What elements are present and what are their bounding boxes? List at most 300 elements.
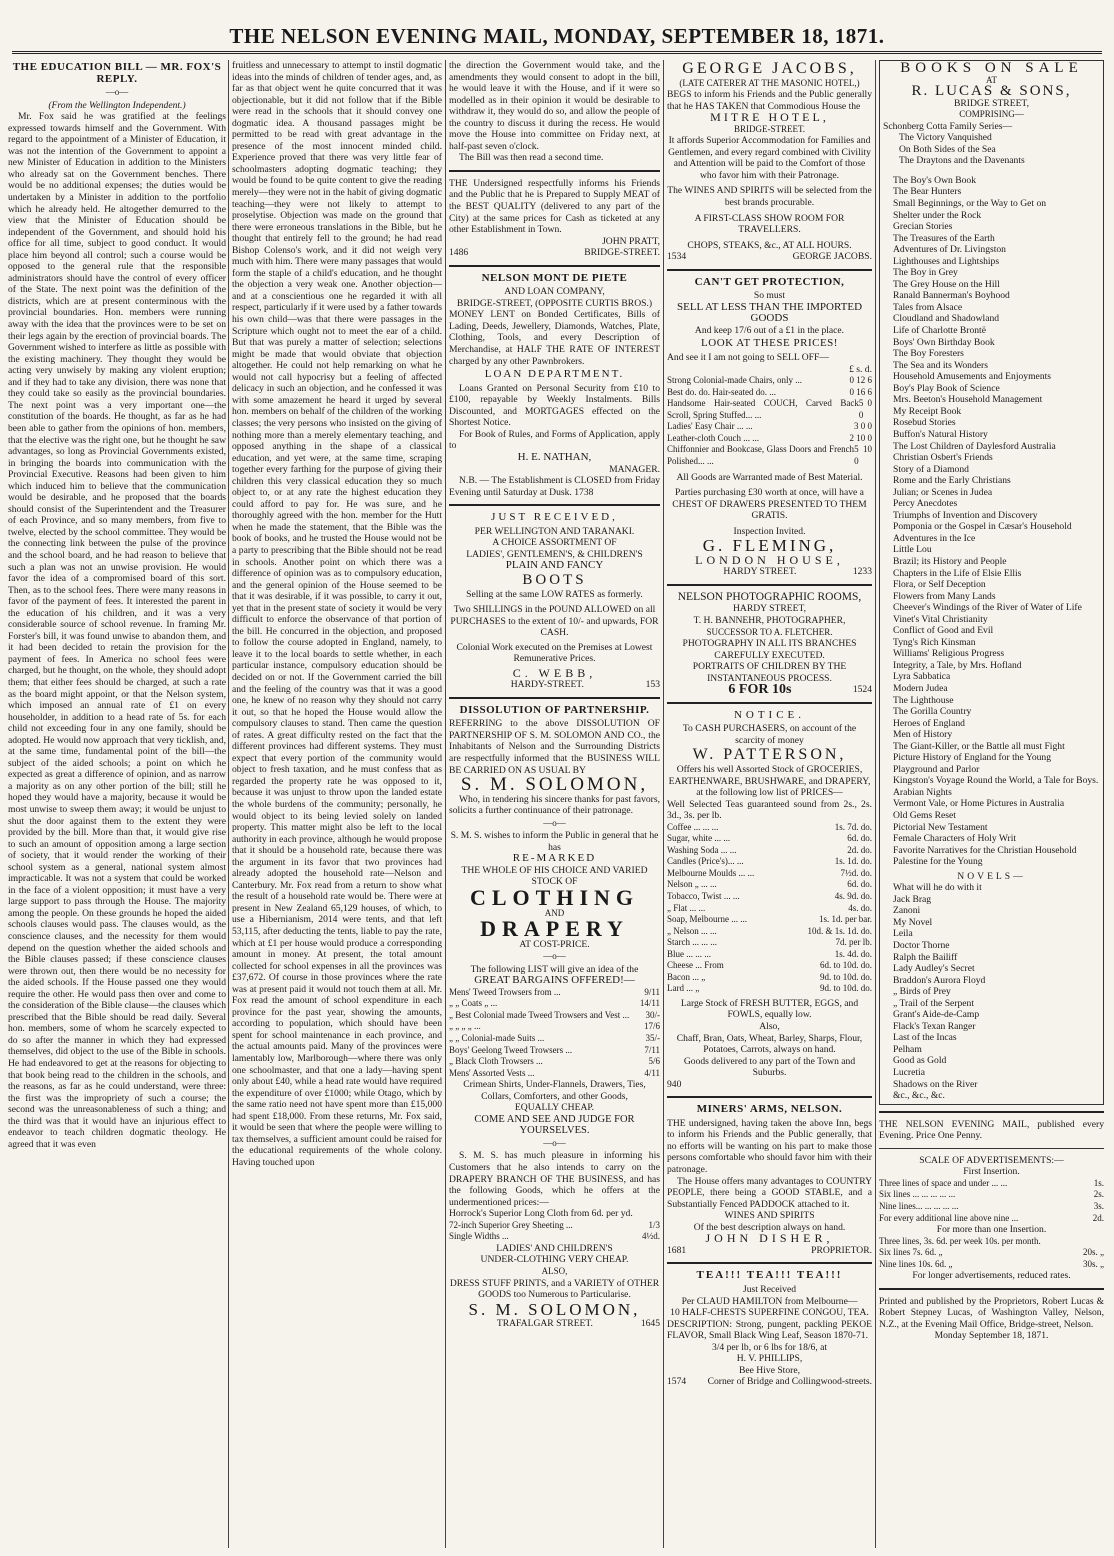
- list-item: Rosebud Stories: [893, 417, 956, 429]
- price-item: Starch ... ... ...: [667, 937, 717, 948]
- list-item: On Both Sides of the Sea: [899, 143, 996, 155]
- rates-first: [879, 1178, 1104, 1224]
- furniture-prices: [667, 375, 872, 467]
- price-value: 1/3: [648, 1219, 660, 1230]
- list-intro: The following LIST will give an idea of the: [470, 963, 639, 975]
- list-item: Grecian Stories: [893, 221, 953, 233]
- price-value: 2d.: [1092, 1212, 1104, 1223]
- crimean: Crimean Shirts, Under-Flannels, Drawers, Ties, Collars, Comforters, and other Goods,: [463, 1079, 646, 1102]
- book-list: [883, 175, 1100, 868]
- list-item: Lighthouses and Lightships: [893, 255, 1000, 267]
- list-item: Vinet's Vital Christianity: [893, 613, 988, 625]
- price-item: Six lines ... ... ... ... ...: [879, 1189, 956, 1200]
- list-item: &c., &c., &c.: [893, 1090, 945, 1102]
- price-row: [449, 1220, 660, 1232]
- price-row: [667, 856, 872, 868]
- rule: [449, 265, 660, 267]
- mont-text: MONEY LENT on Bonded Certificates, Bills of Lading, Deeds, Jewellery, Diamonds, Watches, Plate, Clothing, Tools, and every Description of Merchandise, at HALF THE RATE OF INTEREST charged by any other Pawnbrokers.: [449, 309, 660, 367]
- list-item: The Treasures of the Earth: [893, 232, 995, 244]
- list-item: Men of History: [893, 729, 953, 741]
- price-row: [667, 926, 872, 938]
- price-value: 7d. per lb.: [835, 937, 872, 948]
- solomon-text: Who, in tendering his sincere thanks for past favors, solicits a further continuance of their patronage.: [449, 793, 660, 817]
- price-row: [667, 398, 872, 421]
- nathan-name: H. E. NATHAN,: [517, 450, 592, 463]
- price-row: [667, 983, 872, 995]
- fleming: G. FLEMING,: [702, 536, 837, 556]
- webb-name: C. WEBB,: [512, 665, 597, 680]
- chops: CHOPS, STEAKS, &c., AT ALL HOURS.: [687, 239, 852, 251]
- price-value: 30s. „: [1083, 1258, 1104, 1269]
- price-item: Boys' Geelong Tweed Trowsers ...: [449, 1044, 573, 1055]
- list-item: The Gorilla Country: [893, 706, 972, 718]
- price-item: Lard ... „: [667, 983, 700, 994]
- column-3: the direction the Government would take, and the amendments they would consent to adopt in the bill, he would leave it with the House, and if it were so modelled as in their opinion it would be desirable to withdraw it, they would do so, and allow the people of the country to discuss it during the recess. He would move the House into committee on Friday next, at half-past seven o'clock. The Bill was then read a second time. THE Undersigned respectfully informs his Friends and the Public that he is Prepared to Supply MEAT of the BEST QUALITY (delivered to any part of the City) at the same prices for Cash as ticketed at any other Establishment in Town. JOHN PRATT, 1486 BRIDGE-STREET. NELSON MONT DE PIETE AND LOAN COMPANY, BRIDGE-STREET, (OPPOSITE CURTIS BROS.) MONEY LENT on Bonded Certificates, Bills of Lading, Deeds, Jewellery, Diamonds, Watches, Plate, Clothing, Tools, and every Description of Merchandise, at HALF THE RATE OF INTEREST charged by any other Pawnbrokers. LOAN DEPARTMENT. Loans Granted on Personal Security from £10 to £100, repayable by Weekly Instalments. Bills Discounted, and MORTGAGES effected on the Shortest Notice. For Book of Rules, and Forms of Application, apply to H. E. NATHAN, MANAGER. N.B. — The Establishment is CLOSED from Friday Evening until Saturday at Dusk. 1738 JUST RECEIVED, PER WELLINGTON AND TARANAKI. A CHOICE ASSORTMENT OF LADIES', GENTLEMEN'S, & CHILDREN'S PLAIN AND FANCY BOOTS Selling at the same LOW RATES as formerly. Two SHILLINGS in the POUND ALLOWED on all PURCHASES to the extent of 10/- and upwards, FOR CASH. Colonial Work executed on the Premises at Lowest Remunerative Prices. C. WEBB, HARDY-STREET. 153 DISSOLUTION OF PARTNERSHIP. REFERRING to the above DISSOLUTION OF PARTNERSHIP OF S. M. SOLOMON AND CO., the Inhabitants of Nelson and the Surrounding Districts are respectfully informed that the BUSINESS WILL BE CARRIED ON AS USUAL BY S. M. SOLOMON, Who, in tendering his sincere thanks for past favors, solicits a further continuance of their patronage. —o— S. M. S. wishes to inform the Public in general that he has RE-MARKED THE WHOLE OF HIS CHOICE AND VARIED STOCK OF CLOTHING AND DRAPERY AT COST-PRICE. —o— The following LIST will give an idea of the GREAT BARGAINS OFFERED!— Mens' Tweed Trowsers from ... 9/11 „ „ Coats „ ... 14/11 „ Best Colonial made Tweed Trowsers and Vest ... 30/- „ „ „ „ ... 17/6 „ „ Colonial-made Suits ... 35/- Boys' Geelong Tweed Trowsers ... 7/11 „ Black Cloth Trowsers ... 5/6 Mens' Assorted Vests ... 4/11 Crimean Shirts, Under-Flannels, Drawers, Ties, Collars, Comforters, and other Goods, EQUALLY CHEAP. COME AND SEE AND JUDGE FOR YOURSELVES. —o— S. M. S. has much pleasure in informing his Customers that he also intends to carry on the DRAPERY BRANCH OF THE BUSINESS, and has the following Goods, which he offers at the undermentioned prices:— Horrock's Superior Long Cloth from 6d. per yd. 72-inch Superior Grey Sheeting ... 1/3 Single Widths ... 4½d. LADIES' AND CHILDREN'S UNDER-CLOTHING VERY CHEAP. ALSO, DRESS STUFF PRINTS, and a VARIETY of OTHER GOODS too Numerous to Particularise. S. M. SOLOMON, TRAFALGAR STREET. 1645: [449, 60, 660, 1330]
- price-value: 0 16 6: [849, 386, 872, 397]
- price-item: Three lines of space and under ... ...: [879, 1177, 1008, 1188]
- price-item: Handsome Hair-seated COUCH, Carved Back Scroll, Spring Stuffed... ...: [667, 398, 859, 420]
- price-row: [449, 1068, 660, 1080]
- list-item: Integrity, a Tale, by Mrs. Hofland: [893, 659, 1022, 671]
- price-row: [667, 421, 872, 433]
- list-item: Household Amusements and Enjoyments: [893, 371, 1052, 383]
- series-list: [883, 132, 1100, 167]
- column-5: BOOKS ON SALE AT R. LUCAS & SONS, BRIDGE STREET, COMPRISING— Schonberg Cotta Family Series— The Victory Vanquished On Both Sides of the Sea The Draytons and the Davenants The Boy's Own Book The Bear Hunters Small Beginnings, or the Way to Get on Shelter under the Rock Grecian Stories The Treasures of the Earth Adventures of Dr. Livingston Lighthouses and Lightships The Boy in Grey The Grey House on the Hill Ranald Bannerman's Boyhood Tales from Alsace Cloudland and Shadowland Life of Charlotte Brontë Boys' Own Birthday Book The Boy Foresters The Sea and its Wonders Household Amusements and Enjoyments Boy's Play Book of Science Mrs. Beeton's Household Management My Receipt Book Rosebud Stories Buffon's Natural History The Lost Children of Daylesford Australia Christian Osbert's Friends Story of a Diamond Rome and the Early Christians Julian; or Scenes in Judea Percy Anecdotes Triumphs of Invention and Discovery Pomponia or the Gospel in Cæsar's Household Adventures in the Ice Little Lou Brazil; its History and People Chapters in the Life of Elsie Ellis Flora, or Self Deception Flowers from Many Lands Cheever's Windings of the River of Water of Life Vinet's Vital Christianity Conflict of Good and Evil Tyng's Rich Kinsman Williams' Religious Progress Integrity, a Tale, by Mrs. Hofland Lyra Sabbatica Modern Judea The Lighthouse The Gorilla Country Heroes of England Men of History The Giant-Killer, or the Battle all must Fight Picture History of England for the Young Playground and Parlor Kingston's Voyage Round the World, a Tale for Boys. Arabian Nights Vermont Vale, or Home Pictures in Australia Old Gems Reset Pictorial New Testament Female Characters of Holy Writ Favorite Narratives for the Christian Household Palestine for the Young NOVELS— What will he do with it Jack Brag Zanoni My Novel Leila Doctor Thorne Ralph the Bailiff Lady Audley's Secret Braddon's Aurora Floyd „ Birds of Prey „ Trail of the Serpent Grant's Aide-de-Camp Flack's Texan Ranger Last of the Incas Pelham Good as Gold Lucretia Shadows on the River &c., &c., &c. THE NELSON EVENING MAIL, published every Evening. Price One Penny. SCALE OF ADVERTISEMENTS:— First Insertion. Three lines of space and under ... ... 1s. Six lines ... ... ... ... ... 2s. Nine lines... ... ... ... ... 3s. For every additional line above nine ... 2d. For more than one Insertion. Three lines, 3s. 6d. per week 10s. per month. Six lines 7s. 6d. „ 20s. „ Nine lines 10s. 6d. „ 30s. „ For longer advertisements, reduced rates. Printed and published by the Proprietors, Robert Lucas & Robert Stepney Lucas, of Washington Valley, Nelson, N.Z., at the Evening Mail Office, Bridge-street, Nelson. Monday September 18, 1871.: [879, 60, 1104, 1342]
- article-body: Mr. Fox said he was gratified at the feelings expressed towards himself and the Government. With regard to the appointment of a Minister of Education, it was not the intention of the Government to appoint a new Minister of Education in addition to the Ministers who already sat on the Government benches. There would be no additional expenses; the duties would be undertaken by a Minister in addition to the portfolio which he already held. He altogether demurred to the view that the Minister of Education should be independent of the Government, and should hold his office for all time, subject to good conduct. It would place him beyond all control; such a course would be opposed to the general rule that the responsible administrators should have the control of every officer of the State. The next point was the definition of the districts, which are at present conterminous with the provincial boundaries. Hon. members were running away with the idea that the provinces were to be set on their legs again by the erection of provincial boards. The Government wished to interfere as little as possible with the existing machinery. They thought they would be acting very unwisely by making any violent eruption; and if they had to take any division, there was none that they could take so easily as the provincial boundaries. The next point was a very important one—the constitution of the boards. He thought, as far as he had been able to gather from the opinions of hon. members, that the elective was the right one, but he thought he saw advantages, so long as Provincial Governments existed, in bringing the boards into communication with the Provincial Executive. Reasons had been given to him which induced him to believe that the communication would be desirable, and he proposed that the boards should consist of the Superintendent and the Treasurer of each Province, and so many members, from five to twelve, elected by the school committee. They would be the connecting link between the pulse of the province and the school board, and he had reason to believe that such a plan was not an unwise provision. He would favor the idea of a compromised board of this sort. Then, as to the school fees. There were many reasons in favor of the payment of fees. It interested the parent in the education of his children, and it was a very considerable source of school revenue. In framing Mr. Forster's bill, it was found unwise to abandon them, and it had been decided to retain the provision for the payment of fees. In America no school fees were charged, but he thought, on the whole, they should adopt them; that either fees should be charged, at such a rate as the board might appoint, or that the Nelson system, which imposed an annual rate of £1 on every householder, in addition to a head rate of 5s. for each child not exceeding four in any one family, should be adopted. He would now approach that very ticklish, and, at the same time, fundamental point of the bill—the subject of the aided schools; a point on which he expected as great a difference of opinion, and as narrow a majority as on any other portion of the bill; still he hoped they would have a majority, because it would be most unwise to sweep them away; it would be unjust to shut the door against them to the extent they were provided by the bill. More than that, it would give rise to such an amount of opposition among a large section of society, that it would render the working of their school system as a general, national system almost impracticable. It was not a system that could be worked in the face of a violent opposition; it must have a very large support to pass through the House. The majority among the people. On these grounds he hoped the aided schools clauses would pass. The clauses would, as the conscience clauses, and the necessity for them would depend on the question whether the aided schools and the Bible clauses passed; if these conscience clauses were thrown out, then there would be no necessity for the aided schools. If the House passed one they would require the other. He would pass then over and come to the consideration of the Bible clause—the clauses which prescribed that the Bible should be read daily. Several hon. members, some of whom he scarcely expected to do so after the manner in which they had expressed themselves, did object to the use of the Bible in schools. He had endeavored to get at the reasons for objecting to that book being read to the children in the schools, and the reasons, as far as he could understand, were three: the first was the impropriety of such a course; the second was the unreasonableness of such a thing; and the third was that it would have an injurious effect to endeavor to teach children dogmatic theology. He agreed that it was even: [8, 111, 226, 1150]
- price-value: 30/-: [645, 1009, 660, 1020]
- price-value: 7½d. do.: [840, 867, 872, 878]
- list-item: Flack's Texan Ranger: [893, 1020, 976, 1032]
- price-item: 72-inch Superior Grey Sheeting ...: [449, 1219, 573, 1230]
- webb-title: JUST RECEIVED,: [491, 511, 618, 524]
- ad-number: 1233: [852, 566, 872, 578]
- list-item: Last of the Incas: [893, 1032, 957, 1044]
- books-title: BOOKS ON SALE: [900, 60, 1083, 76]
- price-row: [879, 1178, 1104, 1190]
- price-list-2: [449, 1220, 660, 1243]
- list-item: Shelter under the Rock: [893, 209, 982, 221]
- list-item: Lyra Sabbatica: [893, 671, 951, 683]
- price-value: 6d. to 10d. do.: [819, 960, 872, 971]
- list-item: Arabian Nights: [893, 786, 952, 798]
- cant-get: CAN'T GET PROTECTION,: [694, 275, 845, 288]
- list-item: Flowers from Many Lands: [893, 590, 996, 602]
- great-bargains: GREAT BARGAINS OFFERED!—: [474, 974, 635, 987]
- rule: [449, 170, 660, 172]
- list-item: Little Lou: [893, 544, 932, 556]
- price-value: 9/11: [644, 986, 660, 997]
- list-item: The Boy's Own Book: [893, 174, 977, 186]
- price-item: Nine lines... ... ... ... ...: [879, 1200, 959, 1211]
- list-item: Cloudland and Shadowland: [893, 313, 1000, 325]
- nathan-role: MANAGER.: [609, 463, 660, 475]
- price-row: [667, 949, 872, 961]
- price-row: [667, 868, 872, 880]
- dissolution-title: DISSOLUTION OF PARTNERSHIP.: [459, 703, 650, 716]
- list-item: Conflict of Good and Evil: [893, 625, 994, 637]
- keep: And keep 17/6 out of a £1 in the place.: [694, 324, 845, 336]
- column-divider: [875, 60, 876, 1548]
- loan-title: LOAN DEPARTMENT.: [484, 368, 625, 381]
- price-row: [667, 822, 872, 834]
- list-item: Shadows on the River: [893, 1078, 978, 1090]
- come-and-see: COME AND SEE AND JUDGE FOR YOURSELVES.: [474, 1113, 635, 1137]
- list-item: Leila: [893, 928, 913, 940]
- price-value: 5 0 0: [858, 398, 872, 420]
- price-item: Washing Soda ... ...: [667, 844, 737, 855]
- article-body-continued: fruitless and unnecessary to attempt to instil dogmatic ideas into the minds of children of tender ages, and, as far as that object went he quite concurred that it was objectionable, but it did not follow that if the Bible were read in the schools that it should convey one dogmatic idea. A thousand passages might be permitted to be read with great advantage in the presence of the most innocent minded child. Experience proved that there was very little fear of schoolmasters adopting dogmatic teaching; they would be found to be quite content to give the reading merely—they were not in the habit of giving dogmatic teaching—they were not likely to attempt to proselytise. Objection was made on the ground that there were erroneous translations in the Bible, but he thought that entirely fell to the ground; he had read Bishop Colenso's work, and it did not weigh very much with him. There were many passages that would form the staple of a child's education, and he thought the objection a very weak one. Another objection—and at a conscientious one he regarded it with all respect, particularly if it were used by a father towards his own child—was that there were passages in the Scripture which ought not to meet the ear of a child. But that was purely a matter of selection; selections might be made that would obviate that objection altogether. He could not help remarking on what he would not call hypocrisy but a feeling of affected delicacy in such an objection, and he confessed it was with some amazement he heard it urged by several hon. members on behalf of the children of the working classes; the very persons who insisted on the giving of nothing more than a merely elementary teaching, and opposed anything in the shape of a classical education, and yet were, at the same time, scraping together every farthing for the purpose of giving their children this very classical education they so much object to, or at any rate the highest education they could afford to pay for. He was sure, and he thoroughly agreed with the hon. member for the Hutt when he made the statement, that the Bible was the book of books, and he trusted the House would not be a party to prescribing that the Bible should not be read in schools. Another point on which there was a difference of opinion was as to compulsory education, and the general opinion of the House seemed to be that it was desirable, if it was possible, to carry it out, yet that in the present state of society it would be very difficult to enforce the observance of that portion of the bill. He concurred in the objection, and proposed to follow the course adopted in England, namely, to leave it to the local boards to settle whether, in each particular instance, compulsory education should be decided on or not. If the Government carried the bill and the feeling of the country was that it was a good one, he knew of no reason why they should not carry it out, so that he hoped the House would allow the compulsory clauses to stand. Then came the question of rates. A great difficulty rested on the fact that the different provinces had different systems. They must expect that every portion of the community would object to fresh taxation, and he must confess that as regarded the property rate he was opposed to it, because it was unjust to throw upon the landed estate the whole burdens of the community; personally, he would object to its being levied solely on landed property. This matter might also be left to the local authority in each province, although he would propose that it should be a household rate, because there was the argument in its favor that two provinces had already adopted the household rate—Nelson and Canterbury. Mr. Fox read from a return to show what the result of a household rate would be. There were at present in New Zealand 65,129 houses, of which, to use a Hibernianism, 2014 were tents, and that left 53,115, after deducting the tents, liable to pay the rate, which at £1 per house would produce a corresponding amount in money. At present, the total amount collected for school expenses in all the provinces was £37,672. Of course in those provinces where the rate was at present paid it would not touch them at all. Mr. Fox read the amount of school expenditure in each province for the past year, showing the amounts, according to population, which should have been spent for school maintenance in each province, and the actual amounts paid. Many of the provinces were lamentably low, Marlborough—where there was only one schoolmaster, and that one a lady—having spent only about £40, while a head rate would have required the expenditure of over £1000; while Otago, which by the same ratio need not have spent more than £15,000 had spent £18,000. From these returns, Mr. Fox said, it would be seen that where the people were willing to tax themselves, a sufficient amount could be raised for the educational requirements of the whole colony. Having touched upon: [232, 60, 442, 1168]
- miners-text: THE undersigned, having taken the above Inn, begs to inform his Friends and the Public generally, that no efforts will be wanting on his part to make those persons comfortable who should favor him with their patronage.: [667, 1117, 872, 1176]
- list-item: What will he do with it: [893, 882, 982, 894]
- list-item: Braddon's Aurora Floyd: [893, 974, 986, 986]
- webb-boots: BOOTS: [522, 571, 587, 588]
- underclothing: UNDER-CLOTHING VERY CHEAP.: [480, 1254, 629, 1266]
- price-item: „ Best Colonial made Tweed Trowsers and Vest ...: [449, 1009, 630, 1020]
- price-value: 2 10 0: [849, 432, 872, 443]
- price-row: [449, 1056, 660, 1068]
- list-item: Tyng's Rich Kinsman: [893, 636, 976, 648]
- price-value: 5/6: [648, 1056, 660, 1067]
- list-item: Female Characters of Holy Writ: [893, 833, 1017, 845]
- rates-more: [879, 1236, 1104, 1271]
- parties: Parties purchasing £30 worth at once, will have a CHEST OF DRAWERS PRESENTED TO THEM GRATIS.: [672, 487, 867, 522]
- price-item: Soap, Melbourne ... ...: [667, 914, 747, 925]
- list-item: Picture History of England for the Young: [893, 752, 1052, 764]
- price-row: [449, 1021, 660, 1033]
- article-source: (From the Wellington Independent.): [48, 99, 186, 111]
- price-row: [667, 972, 872, 984]
- price-row: [667, 879, 872, 891]
- ad-number: 1486: [449, 247, 469, 259]
- price-value: 14/11: [639, 998, 660, 1009]
- rule: [449, 504, 660, 506]
- newspaper-title: THE NELSON EVENING MAIL, MONDAY, SEPTEMBER 18, 1871.: [229, 24, 885, 48]
- grocery-prices: [667, 822, 872, 995]
- price-row: [879, 1259, 1104, 1271]
- price-row: [879, 1213, 1104, 1225]
- price-item: Leather-cloth Couch ... ...: [667, 432, 760, 443]
- chaff: Chaff, Bran, Oats, Wheat, Barley, Sharps, Flour, Potatoes, Carrots, always on hand.: [676, 1032, 863, 1056]
- patterson-text: Offers his well Assorted Stock of GROCERIES, EARTHENWARE, BRUSHWARE, and DRAPERY, at the following low list of PRICES—: [668, 763, 871, 799]
- list-item: „ Birds of Prey: [893, 986, 951, 998]
- price-item: Bacon ... „: [667, 971, 706, 982]
- article-ending: the direction the Government would take, and the amendments they would consent to adopt in the bill, he would leave it with the House, and if it were so modelled as in their opinion it would be desirable to withdraw it, they would do so, and allow the people of the country to discuss it during the recess. He would move the House into committee on Friday next, at half-past seven o'clock.: [449, 60, 660, 152]
- price-item: Best do. do. Hair-seated do. ...: [667, 386, 777, 397]
- price-item: „ Flat ... ...: [667, 902, 706, 913]
- list-item: Triumphs of Invention and Discovery: [893, 509, 1038, 521]
- goods-delivered: Goods delivered to any part of the Town and Suburbs.: [683, 1055, 856, 1079]
- list-item: Kingston's Voyage Round the World, a Tale for Boys.: [893, 775, 1099, 787]
- price-item: Strong Colonial-made Chairs, only ...: [667, 375, 802, 386]
- list-item: Ranald Bannerman's Boyhood: [893, 290, 1010, 302]
- list-item: Boy's Play Book of Science: [893, 382, 1000, 394]
- list-item: Palestine for the Young: [893, 856, 983, 868]
- patterson: W. PATTERSON,: [692, 746, 847, 764]
- price-row: [449, 1231, 660, 1243]
- clothing: CLOTHING: [469, 885, 640, 910]
- ad-number: 1524: [852, 684, 872, 696]
- list-item: Vermont Vale, or Home Pictures in Australia: [893, 798, 1065, 810]
- price-value: 17/6: [643, 1021, 660, 1032]
- ladies: LADIES' AND CHILDREN'S: [496, 1242, 613, 1254]
- list-item: The Boy Foresters: [893, 348, 964, 360]
- ad-number: 1681: [667, 1244, 687, 1256]
- webb-address: HARDY-STREET.: [510, 679, 584, 691]
- list-item: Williams' Religious Progress: [893, 648, 1005, 660]
- six-for-ten: 6 FOR 10s: [728, 682, 792, 698]
- price-value: 4s. 9d. do.: [834, 891, 872, 901]
- column-divider: [228, 60, 229, 1548]
- rule: [449, 697, 660, 699]
- list-item: Good as Gold: [893, 1055, 947, 1067]
- price-value: 4½d.: [642, 1231, 660, 1242]
- article-ending-2: The Bill was then read a second time.: [459, 152, 604, 164]
- column-4: GEORGE JACOBS, (LATE CATERER AT THE MASONIC HOTEL,) BEGS to inform his Friends and the Public generally that he HAS TAKEN that Commodious House the MITRE HOTEL, BRIDGE-STREET. It affords Superior Accommodation for Families and Gentlemen, and every regard combined with Civility and Attention will be paid to the Comfort of those who favor him with their Patronage. The WINES AND SPIRITS will be selected from the best brands procurable. A FIRST-CLASS SHOW ROOM FOR TRAVELLERS. CHOPS, STEAKS, &c., AT ALL HOURS. 1534 GEORGE JACOBS. CAN'T GET PROTECTION, So must SELL AT LESS THAN THE IMPORTED GOODS And keep 17/6 out of a £1 in the place. LOOK AT THESE PRICES! And see it I am not going to SELL OFF— £ s. d. Strong Colonial-made Chairs, only ... 0 12 6 Best do. do. Hair-seated do. ... 0 16 6 Handsome Hair-seated COUCH, Carved Back Scroll, Spring Stuffed... ... 5 0 0 Ladies' Easy Chair ... ... 3 0 0 Leather-cloth Couch ... ... 2 10 0 Chiffonnier and Bookcase, Glass Doors and French Polished... ... 5 10 0 All Goods are Warranted made of Best Material. Parties purchasing £30 worth at once, will have a CHEST OF DRAWERS PRESENTED TO THEM GRATIS. Inspection Invited. G. FLEMING, LONDON HOUSE, HARDY STREET. 1233 NELSON PHOTOGRAPHIC ROOMS, HARDY STREET, T. H. BANNEHR, PHOTOGRAPHER, SUCCESSOR TO A. FLETCHER. PHOTOGRAPHY IN ALL ITS BRANCHES CAREFULLY EXECUTED. PORTRAITS OF CHILDREN BY THE INSTANTANEOUS PROCESS. 6 FOR 10s 1524 NOTICE. To CASH PURCHASERS, on account of the scarcity of money W. PATTERSON, Offers his well Assorted Stock of GROCERIES, EARTHENWARE, BRUSHWARE, and DRAPERY, at the following low list of PRICES— Well Selected Teas guaranteed sound from 2s., 2s. 3d., 3s. per lb. Coffee ... ... ... 1s. 7d. do. Sugar, white ... ... 6d. do. Washing Soda ... ... 2d. do. Candles (Price's)... ... 1s. 1d. do. Melbourne Moulds ... ... 7½d. do. Nelson „ ... ... 6d. do. Tobacco, Twist ... ... 4s. 9d. do. „ Flat ... ... 4s. do. Soap, Melbourne ... ... 1s. 1d. per bar. „ Nelson ... ... 10d. & 1s. 1d. do. Starch ... ... ... 7d. per lb. Blue ... ... ... 1s. 4d. do. Cheese ... From 6d. to 10d. do. Bacon ... „ 9d. to 10d. do. Lard ... „ 9d. to 10d. do. Large Stock of FRESH BUTTER, EGGS, and FOWLS, equally low. Also, Chaff, Bran, Oats, Wheat, Barley, Sharps, Flour, Potatoes, Carrots, always on hand. Goods delivered to any part of the Town and Suburbs. 940 MINERS' ARMS, NELSON. THE undersigned, having taken the above Inn, begs to inform his Friends and the Public generally, that no efforts will be wanting on his part to make those persons comfortable who should favor him with their patronage. The House offers many advantages to COUNTRY PEOPLE, there being a GOOD STABLE, and a Substantially Fenced PADDOCK attached to it. WINES AND SPIRITS Of the best description always on hand. JOHN DISHER, 1681 PROPRIETOR. TEA!!! TEA!!! TEA!!! Just Received Per CLAUD HAMILTON from Melbourne— 10 HALF-CHESTS SUPERFINE CONGOU, TEA. DESCRIPTION: Strong, pungent, packling PEKOE FLAVOR, Small Black Wing Leaf, Season 1870-71. 3/4 per lb, or 6 lbs for 18/6, at H. V. PHILLIPS, Bee Hive Store, 1574 Corner of Bridge and Collingwood-streets.: [667, 60, 872, 1388]
- price-row: [667, 433, 872, 445]
- price-item: Nelson „ ... ...: [667, 879, 717, 890]
- tea-desc: DESCRIPTION: Strong, pungent, packling PEKOE FLAVOR, Small Black Wing Leaf, Season 1870-71.: [667, 1318, 872, 1342]
- dress-stuff: DRESS STUFF PRINTS, and a VARIETY of OTHER GOODS too Numerous to Particularise.: [449, 1277, 660, 1301]
- list-item: Lucretia: [893, 1067, 925, 1079]
- jacobs-text: BEGS to inform his Friends and the Public generally that he HAS TAKEN that Commodious House the: [667, 89, 872, 112]
- price-value: 9d. to 10d. do.: [819, 971, 872, 982]
- ad-number: 940: [667, 1078, 682, 1090]
- column-divider: [445, 60, 446, 1548]
- price-row: [667, 375, 872, 387]
- price-item: For every additional line above nine ...: [879, 1212, 1019, 1223]
- ad-number: 1534: [667, 251, 687, 263]
- price-item: Tobacco, Twist ... ...: [667, 891, 740, 901]
- jacobs-sig: GEORGE JACOBS.: [792, 251, 872, 263]
- list-item: Cheever's Windings of the River of Water of Life: [893, 602, 1082, 614]
- price-value: 1s.: [1093, 1177, 1104, 1188]
- price-value: 9d. to 10d. do.: [819, 983, 872, 994]
- price-item: Mens' Tweed Trowsers from ...: [449, 986, 561, 997]
- price-value: 6d. do.: [847, 833, 872, 844]
- price-row: [667, 444, 872, 467]
- scale-title: SCALE OF ADVERTISEMENTS:—: [919, 1154, 1064, 1166]
- separator: —o—: [105, 87, 129, 98]
- phillips: H. V. PHILLIPS,: [736, 1353, 803, 1365]
- horrock: Horrock's Superior Long Cloth from 6d. per yd.: [449, 1208, 633, 1220]
- price-item: Mens' Assorted Vests ...: [449, 1067, 535, 1078]
- list-item: Chapters in the Life of Elsie Ellis: [893, 567, 1022, 579]
- webb-subtitle: PER WELLINGTON AND TARANAKI.: [474, 525, 635, 537]
- list-item: The Lighthouse: [893, 694, 954, 706]
- list-item: Jack Brag: [893, 893, 932, 905]
- list-item: Tales from Alsace: [893, 301, 963, 313]
- price-row: [449, 1045, 660, 1057]
- price-value: 1s. 1d. per bar.: [819, 914, 872, 925]
- pratt-name: JOHN PRATT,: [602, 235, 660, 247]
- price-item: Sugar, white ... ...: [667, 833, 731, 844]
- solomon-big: S. M. SOLOMON,: [468, 1299, 641, 1319]
- list-item: Small Beginnings, or the Way to Get on: [893, 198, 1047, 210]
- solomon-name: S. M. SOLOMON,: [460, 774, 649, 796]
- mitre-hotel: MITRE HOTEL,: [710, 110, 829, 125]
- price-row: [667, 891, 872, 903]
- notice: NOTICE.: [733, 708, 806, 721]
- price-row: [667, 387, 872, 399]
- list-item: The Boy in Grey: [893, 267, 958, 279]
- column-divider: [663, 60, 664, 1548]
- sell-less: SELL AT LESS THAN THE IMPORTED GOODS: [676, 300, 863, 325]
- list-item: Life of Charlotte Brontë: [893, 325, 986, 337]
- price-value: 0 12 6: [849, 375, 872, 386]
- price-row: [449, 998, 660, 1010]
- tea-title: TEA!!! TEA!!! TEA!!!: [696, 1269, 843, 1282]
- loan-text-2: For Book of Rules, and Forms of Application, apply to: [449, 428, 660, 452]
- ad-number: 1645: [640, 1318, 660, 1330]
- price-row: [879, 1201, 1104, 1213]
- price-value: 1s. 1d. do.: [834, 856, 872, 867]
- pratt-address: BRIDGE-STREET.: [584, 247, 660, 259]
- price-value: 4/11: [644, 1067, 660, 1078]
- price-row: [667, 937, 872, 949]
- miners-text-2: The House offers many advantages to COUNTRY PEOPLE, there being a GOOD STABLE, and a Substantially Fenced PADDOCK attached to it.: [667, 1175, 872, 1210]
- price-row: [667, 845, 872, 857]
- column-1: [8, 60, 226, 1548]
- list-item: Pelham: [893, 1043, 922, 1055]
- solomon-address: TRAFALGAR STREET.: [496, 1318, 593, 1330]
- see: And see it I am not going to SELL OFF—: [667, 352, 829, 364]
- price-item: Three lines, 3s. 6d. per week 10s. per month.: [879, 1235, 1041, 1246]
- list-item: Lady Audley's Secret: [893, 963, 975, 975]
- remarked: RE-MARKED: [512, 852, 597, 865]
- dissolution-text: REFERRING to the above DISSOLUTION OF PARTNERSHIP OF S. M. SOLOMON AND CO., the Inhabitants of Nelson and the Surrounding Districts are respectfully informed that the BUSINESS WILL BE CARRIED ON AS USUAL BY: [449, 718, 660, 776]
- list-item: Flora, or Self Deception: [893, 579, 986, 591]
- price-value: 7/11: [644, 1044, 660, 1055]
- solomon-text-2: S. M. S. wishes to inform the Public in general that he has: [450, 830, 659, 853]
- list-item: Boys' Own Birthday Book: [893, 336, 995, 348]
- disher: JOHN DISHER,: [705, 1231, 834, 1246]
- ad-number: 1574: [667, 1376, 687, 1388]
- price-value: 3 0 0: [854, 421, 872, 432]
- list-item: Grant's Aide-de-Camp: [893, 1009, 980, 1021]
- wines: The WINES AND SPIRITS will be selected from the best brands procurable.: [667, 185, 872, 209]
- look-prices: LOOK AT THESE PRICES!: [701, 337, 838, 350]
- price-item: „ „ „ „ ...: [449, 1021, 481, 1032]
- miners-arms: MINERS' ARMS, NELSON.: [696, 1103, 843, 1116]
- closing-note: N.B. — The Establishment is CLOSED from Friday Evening until Saturday at Dusk. 1738: [449, 475, 660, 498]
- teas: Well Selected Teas guaranteed sound from 2s., 2s. 3d., 3s. per lb.: [667, 798, 872, 822]
- price-value: 1s. 7d. do.: [834, 821, 872, 832]
- warranted: All Goods are Warranted made of Best Material.: [676, 471, 863, 483]
- novel-list: [883, 882, 1100, 1101]
- drapery: DRAPERY: [480, 916, 629, 942]
- list-item: My Novel: [893, 916, 933, 928]
- list-item: Zanoni: [893, 905, 921, 917]
- mitre-text: It affords Superior Accommodation for Families and Gentlemen, and every regard combined with Civility and Attention will be paid to the Comfort of those who favor him with their Patronage.: [668, 135, 871, 181]
- price-value: 10d. & 1s. 1d. do.: [807, 925, 872, 936]
- equally: EQUALLY CHEAP.: [514, 1102, 595, 1114]
- lucas-sons: R. LUCAS & SONS,: [911, 83, 1072, 100]
- price-item: „ „ Colonial-made Suits ...: [449, 1033, 545, 1044]
- novels: NOVELS—: [957, 870, 1026, 882]
- notice-text: To CASH PURCHASERS, on account of the scarcity of money: [682, 723, 857, 746]
- london-house: LONDON HOUSE,: [695, 552, 844, 567]
- list-item: Mrs. Beeton's Household Management: [893, 394, 1043, 406]
- list-item: Adventures in the Ice: [893, 532, 976, 544]
- webb-line: A CHOICE ASSORTMENT OF: [492, 537, 617, 549]
- tea-chest: 10 HALF-CHESTS SUPERFINE CONGOU, TEA.: [670, 1307, 869, 1319]
- list-item: Percy Anecdotes: [893, 498, 958, 510]
- list-item: Julian; or Scenes in Judea: [893, 486, 993, 498]
- ad-number: 153: [645, 679, 660, 691]
- jacobs-sub: (LATE CATERER AT THE MASONIC HOTEL,): [679, 77, 860, 88]
- price-row: [879, 1247, 1104, 1259]
- photo-title: NELSON PHOTOGRAPHIC ROOMS,: [677, 590, 862, 603]
- list-item: Playground and Parlor: [893, 763, 980, 775]
- price-row: [667, 960, 872, 972]
- list-item: Pictorial New Testament: [893, 821, 988, 833]
- list-item: The Victory Vanquished: [899, 132, 992, 144]
- price-value: 35/-: [645, 1033, 660, 1044]
- list-item: The Bear Hunters: [893, 186, 962, 198]
- price-item: Blue ... ... ...: [667, 948, 711, 959]
- price-item: Candles (Price's)... ...: [667, 856, 744, 867]
- price-value: 2s.: [1093, 1189, 1104, 1200]
- list-item: Adventures of Dr. Livingston: [893, 244, 1006, 256]
- list-item: Doctor Thorne: [893, 940, 950, 952]
- price-item: Cheese ... From: [667, 960, 724, 971]
- list-item: Favorite Narratives for the Christian Household: [893, 844, 1077, 856]
- price-value: 1s. 4d. do.: [834, 948, 872, 959]
- price-row: [879, 1189, 1104, 1201]
- price-value: 3s.: [1093, 1200, 1104, 1211]
- list-item: My Receipt Book: [893, 405, 962, 417]
- list-item: Rome and the Early Christians: [893, 475, 1011, 487]
- price-item: Six lines 7s. 6d. „: [879, 1247, 943, 1258]
- list-item: The Sea and its Wonders: [893, 359, 988, 371]
- at-cost: AT COST-PRICE.: [519, 938, 590, 950]
- showroom: A FIRST-CLASS SHOW ROOM FOR TRAVELLERS.: [694, 212, 845, 236]
- price-value: 6d. do.: [847, 879, 872, 890]
- list-item: „ Trail of the Serpent: [893, 997, 975, 1009]
- mail-info: THE NELSON EVENING MAIL, published every Evening. Price One Penny.: [879, 1118, 1104, 1142]
- imprint-date: Monday September 18, 1871.: [934, 1330, 1049, 1342]
- price-item: Melbourne Moulds ... ...: [667, 867, 755, 878]
- list-item: Ralph the Bailiff: [893, 951, 958, 963]
- sms-drapery-text: S. M. S. has much pleasure in informing his Customers that he also intends to carry on the DRAPERY BRANCH OF THE BUSINESS, and has the following Goods, which he offers at the undermentioned prices:—: [449, 1150, 660, 1208]
- price-value: 5 10 0: [854, 444, 872, 466]
- mont-subtitle: AND LOAN COMPANY,: [504, 286, 605, 298]
- price-item: „ Black Cloth Trowsers ...: [449, 1056, 543, 1067]
- price-item: Single Widths ...: [449, 1231, 509, 1242]
- list-item: The Draytons and the Davenants: [899, 155, 1025, 167]
- list-item: Buffon's Natural History: [893, 428, 988, 440]
- price-row: [449, 987, 660, 999]
- price-value: 2d. do.: [847, 844, 872, 855]
- price-row: [667, 833, 872, 845]
- article-headline: THE EDUCATION BILL — MR. FOX'S REPLY.: [12, 61, 222, 85]
- list-item: Christian Osbert's Friends: [893, 452, 993, 464]
- list-item: Heroes of England: [893, 717, 965, 729]
- stock: Large Stock of FRESH BUTTER, EGGS, and FOWLS, equally low.: [680, 997, 859, 1021]
- list-item: Old Gems Reset: [893, 810, 956, 821]
- price-value: 4s. do.: [848, 902, 872, 913]
- list-item: Brazil; its History and People: [893, 555, 1007, 567]
- webb-line: LADIES', GENTLEMEN'S, & CHILDREN'S: [466, 548, 643, 560]
- list-item: The Lost Children of Daylesford Australia: [893, 440, 1056, 452]
- price-item: „ Nelson ... ...: [667, 925, 717, 936]
- webb-line: Two SHILLINGS in the POUND ALLOWED on all PURCHASES to the extent of 10/- and upwards, FOR CASH.: [450, 603, 659, 639]
- mont-title: NELSON MONT DE PIETE: [481, 271, 628, 284]
- webb-line: PLAIN AND FANCY: [505, 559, 604, 572]
- price-row: [667, 903, 872, 915]
- jacobs-title: GEORGE JACOBS,: [682, 60, 857, 77]
- loan-text: Loans Granted on Personal Security from £10 to £100, repayable by Weekly Instalments. Bills Discounted, and MORTGAGES effected on the Shortest Notice.: [449, 382, 660, 429]
